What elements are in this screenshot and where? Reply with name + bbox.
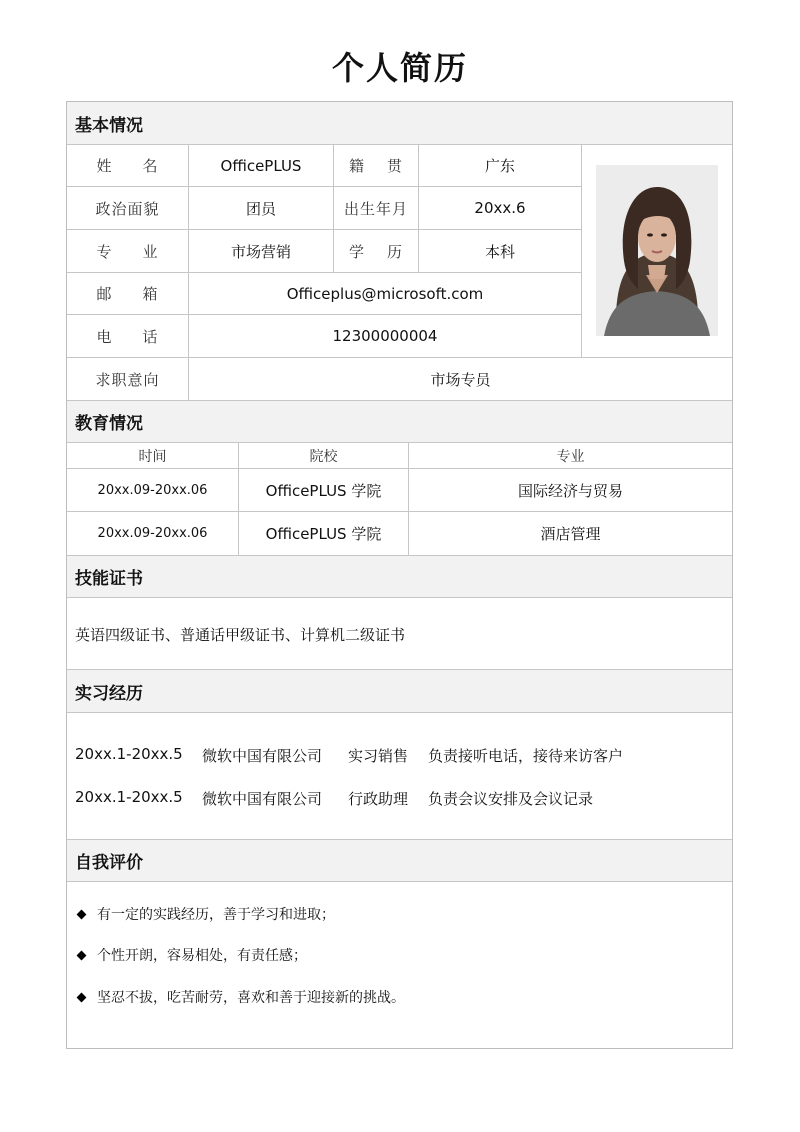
section-header-skills: 技能证书 [67,555,732,598]
edu-row-school: OfficePLUS 学院 [265,481,382,500]
section-header-basic: 基本情况 [67,102,732,145]
label-char: 话 [142,327,159,346]
edu-header-time: 时间 [138,448,167,465]
internship-role: 实习销售 [348,747,409,765]
label-char: 贯 [386,157,403,175]
internship-period: 20xx.1-20xx.5 [75,788,183,806]
email-value: Officeplus@microsoft.com [286,284,484,303]
edu-row-time: 20xx.09-20xx.06 [97,526,208,541]
label-char: 邮 [96,285,113,303]
label-char: 箱 [142,285,159,303]
internship-company: 微软中国有限公司 [202,747,323,765]
origin-value: 广东 [484,157,515,175]
label-char: 籍 [349,157,366,175]
label-char: 业 [142,242,159,261]
section-header-self: 自我评价 [67,839,732,882]
label-char: 姓 [96,157,113,175]
edu-row-major: 酒店管理 [540,525,601,543]
section-header-internship: 实习经历 [67,669,732,713]
internship-period: 20xx.1-20xx.5 [75,745,183,763]
divider [581,145,582,357]
phone-value: 12300000004 [332,327,438,345]
label-char: 电 [96,327,113,346]
phone-label [67,315,188,357]
edu-row-major: 国际经济与贸易 [517,481,623,500]
intent-label: 求职意向 [95,370,160,389]
self-eval-text: 有一定的实践经历，善于学习和进取； [97,907,335,923]
section-header-education: 教育情况 [67,400,732,443]
degree-value: 本科 [484,242,515,261]
major-label [67,230,188,272]
internship-row [75,788,593,809]
portrait-image [596,165,718,336]
degree-label [334,230,418,272]
label-char: 名 [142,157,159,175]
edu-row-school: OfficePLUS 学院 [265,525,382,543]
birth-label: 出生年月 [343,199,408,218]
skills-text: 英语四级证书、普通话甲级证书、计算机二级证书 [75,626,406,644]
edu-header-major: 专业 [556,448,585,465]
internship-duty: 负责会议安排及会议记录 [428,790,594,808]
internship-row [75,745,623,766]
edu-row-time: 20xx.09-20xx.06 [97,482,208,498]
internship-company: 微软中国有限公司 [202,790,323,808]
diamond-bullet-icon [77,992,87,1002]
name-label [67,145,188,186]
self-eval-text: 坚忍不拔，吃苦耐劳，喜欢和善于迎接新的挑战。 [97,990,405,1006]
label-char: 学 [349,242,366,261]
label-char: 历 [386,242,403,261]
origin-label [334,145,418,186]
birth-value: 20xx.6 [474,199,526,217]
self-eval-item [75,904,335,924]
edu-header-school: 院校 [309,448,338,465]
self-eval-item [75,987,405,1007]
internship-duty: 负责接听电话，接待来访客户 [428,747,624,765]
internship-role: 行政助理 [348,790,409,808]
label-char: 专 [96,242,113,261]
diamond-bullet-icon [77,909,87,919]
major-value: 市场营销 [230,242,291,261]
politics-label: 政治面貌 [95,199,160,218]
self-eval-text: 个性开朗，容易相处，有责任感； [97,948,307,964]
politics-value: 团员 [245,199,276,218]
intent-value: 市场专员 [430,370,491,389]
profile-photo [596,165,718,336]
resume-sheet [66,101,733,1049]
page-title: 个人简历 [331,49,468,87]
email-label [67,273,188,314]
name-value: OfficePLUS [220,156,302,175]
diamond-bullet-icon [77,950,87,960]
self-eval-item [75,945,307,965]
